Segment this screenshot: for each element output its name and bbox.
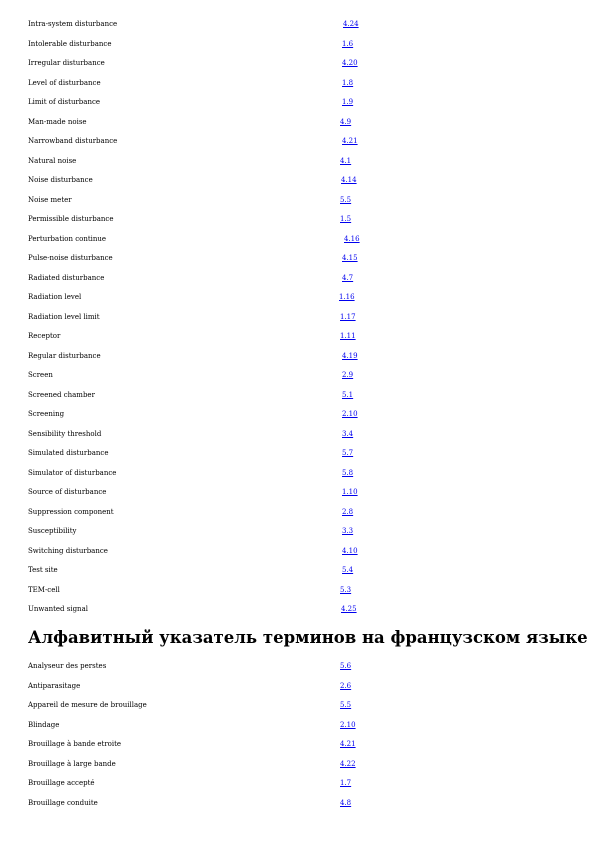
english-index-row xyxy=(0,117,595,137)
english-index-row xyxy=(0,136,595,156)
english-index-section-link[interactable]: 4.19 xyxy=(342,351,358,360)
english-index-term: Intra-system disturbance xyxy=(28,20,118,28)
english-index-section-link[interactable]: 1.10 xyxy=(342,488,358,496)
english-index-section-link[interactable]: 1.17 xyxy=(340,312,356,321)
english-index-row xyxy=(0,156,595,176)
english-index-row xyxy=(0,234,595,254)
english-index-section-link[interactable]: 2.8 xyxy=(342,507,354,516)
english-index-row xyxy=(0,58,595,78)
english-index-term: Irregular disturbance xyxy=(28,59,105,67)
french-index-term: Brouillage accepté xyxy=(28,779,95,787)
english-index-section-link[interactable]: 4.9 xyxy=(340,117,352,126)
french-index-term: Brouillage à bande etroite xyxy=(28,740,122,748)
english-index-section-link[interactable]: 1.9 xyxy=(342,98,354,106)
english-index-section-link[interactable]: 5.1 xyxy=(342,390,354,399)
english-term-index xyxy=(0,19,595,624)
english-index-term: Screened chamber xyxy=(28,390,95,399)
english-index-term: Screening xyxy=(28,410,65,418)
english-index-section-link[interactable]: 4.25 xyxy=(341,605,357,613)
english-index-row xyxy=(0,214,595,234)
english-index-term: Narrowband disturbance xyxy=(28,137,118,145)
french-index-row xyxy=(0,798,595,818)
french-index-section-link[interactable]: 2.10 xyxy=(340,720,356,729)
french-index-term: Brouillage à large bande xyxy=(28,759,116,768)
english-index-term: Simulator of disturbance xyxy=(28,468,117,477)
english-index-row xyxy=(0,390,595,410)
english-index-section-link[interactable]: 5.4 xyxy=(342,566,354,574)
french-index-row xyxy=(0,778,595,798)
english-index-section-link[interactable]: 1.5 xyxy=(340,215,352,223)
french-index-section-link[interactable]: 5.5 xyxy=(340,701,352,709)
english-index-row xyxy=(0,39,595,59)
english-index-section-link[interactable]: 4.1 xyxy=(340,156,352,165)
english-index-section-link[interactable]: 1.8 xyxy=(342,78,354,87)
english-index-section-link[interactable]: 4.10 xyxy=(342,546,358,555)
english-index-row xyxy=(0,526,595,546)
french-index-row xyxy=(0,720,595,740)
english-index-row xyxy=(0,19,595,39)
english-index-section-link[interactable]: 2.9 xyxy=(342,371,354,379)
english-index-section-link[interactable]: 4.16 xyxy=(344,234,360,243)
english-index-term: TEM-cell xyxy=(28,585,60,594)
english-index-term: Man-made noise xyxy=(28,117,87,126)
english-index-section-link[interactable]: 5.7 xyxy=(342,449,354,457)
english-index-section-link[interactable]: 4.14 xyxy=(341,176,357,184)
english-index-row xyxy=(0,507,595,527)
english-index-section-link[interactable]: 5.3 xyxy=(340,585,352,594)
english-index-term: Switching disturbance xyxy=(28,546,108,555)
french-index-section-link[interactable]: 4.8 xyxy=(340,798,352,807)
english-index-row xyxy=(0,565,595,585)
french-index-section-link[interactable]: 5.6 xyxy=(340,662,352,670)
english-index-row xyxy=(0,448,595,468)
english-index-term: Permissible disturbance xyxy=(28,215,114,223)
english-index-row xyxy=(0,175,595,195)
french-index-row xyxy=(0,681,595,701)
english-index-term: Intolerable disturbance xyxy=(28,39,112,48)
english-index-term: Noise disturbance xyxy=(28,176,93,184)
english-index-term: Sensibility threshold xyxy=(28,429,102,438)
english-index-section-link[interactable]: 5.5 xyxy=(340,195,352,204)
english-index-term: Radiation level limit xyxy=(28,312,100,321)
french-index-section-link[interactable]: 1.7 xyxy=(340,779,352,787)
english-index-section-link[interactable]: 1.16 xyxy=(339,293,355,301)
english-index-section-link[interactable]: 4.24 xyxy=(343,20,359,28)
french-index-term: Analyseur des perstes xyxy=(28,662,107,670)
french-index-row xyxy=(0,739,595,759)
english-index-term: Screen xyxy=(28,371,53,379)
english-index-term: Limit of disturbance xyxy=(28,98,101,106)
english-index-term: Unwanted signal xyxy=(28,605,88,613)
english-index-row xyxy=(0,370,595,390)
english-index-section-link[interactable]: 3.3 xyxy=(342,527,354,535)
english-index-section-link[interactable]: 1.6 xyxy=(342,39,354,48)
french-index-heading: Алфавитный указатель терминов на французском языке xyxy=(28,628,588,647)
english-index-term: Susceptibility xyxy=(28,527,77,535)
english-index-row xyxy=(0,312,595,332)
english-index-row xyxy=(0,409,595,429)
english-index-term: Receptor xyxy=(28,332,61,340)
english-index-section-link[interactable]: 5.8 xyxy=(342,468,354,477)
english-index-row xyxy=(0,331,595,351)
french-term-index xyxy=(0,661,595,817)
english-index-section-link[interactable]: 4.7 xyxy=(342,273,354,282)
french-index-term: Antiparasitage xyxy=(28,681,81,690)
english-index-term: Radiation level xyxy=(28,293,82,301)
english-index-row xyxy=(0,546,595,566)
english-index-term: Suppression component xyxy=(28,507,114,516)
english-index-term: Regular disturbance xyxy=(28,351,101,360)
english-index-row xyxy=(0,78,595,98)
english-index-row xyxy=(0,429,595,449)
french-index-row xyxy=(0,759,595,779)
english-index-term: Natural noise xyxy=(28,156,77,165)
english-index-term: Radiated disturbance xyxy=(28,273,105,282)
english-index-section-link[interactable]: 2.10 xyxy=(342,410,358,418)
english-index-row xyxy=(0,604,595,624)
french-index-section-link[interactable]: 4.21 xyxy=(340,740,356,748)
french-index-row xyxy=(0,661,595,681)
english-index-term: Perturbation continue xyxy=(28,234,107,243)
english-index-row xyxy=(0,351,595,371)
english-index-section-link[interactable]: 3.4 xyxy=(342,429,354,438)
english-index-term: Pulse-noise disturbance xyxy=(28,254,113,262)
english-index-term: Simulated disturbance xyxy=(28,449,109,457)
english-index-section-link[interactable]: 4.15 xyxy=(342,254,358,262)
english-index-section-link[interactable]: 4.21 xyxy=(342,137,358,145)
english-index-row xyxy=(0,585,595,605)
french-index-section-link[interactable]: 4.22 xyxy=(340,759,356,768)
english-index-row xyxy=(0,195,595,215)
english-index-row xyxy=(0,292,595,312)
french-index-row xyxy=(0,700,595,720)
french-index-term: Appareil de mesure de brouillage xyxy=(28,701,147,709)
english-index-section-link[interactable]: 4.20 xyxy=(342,59,358,67)
english-index-term: Test site xyxy=(28,566,58,574)
english-index-section-link[interactable]: 1.11 xyxy=(340,332,356,340)
french-index-term: Blindage xyxy=(28,720,60,729)
english-index-row xyxy=(0,97,595,117)
english-index-row xyxy=(0,468,595,488)
english-index-row xyxy=(0,253,595,273)
english-index-row xyxy=(0,273,595,293)
french-index-term: Brouillage conduite xyxy=(28,798,98,807)
english-index-term: Level of disturbance xyxy=(28,78,101,87)
english-index-row xyxy=(0,487,595,507)
french-index-section-link[interactable]: 2.6 xyxy=(340,681,352,690)
english-index-term: Noise meter xyxy=(28,195,72,204)
english-index-term: Source of disturbance xyxy=(28,488,107,496)
